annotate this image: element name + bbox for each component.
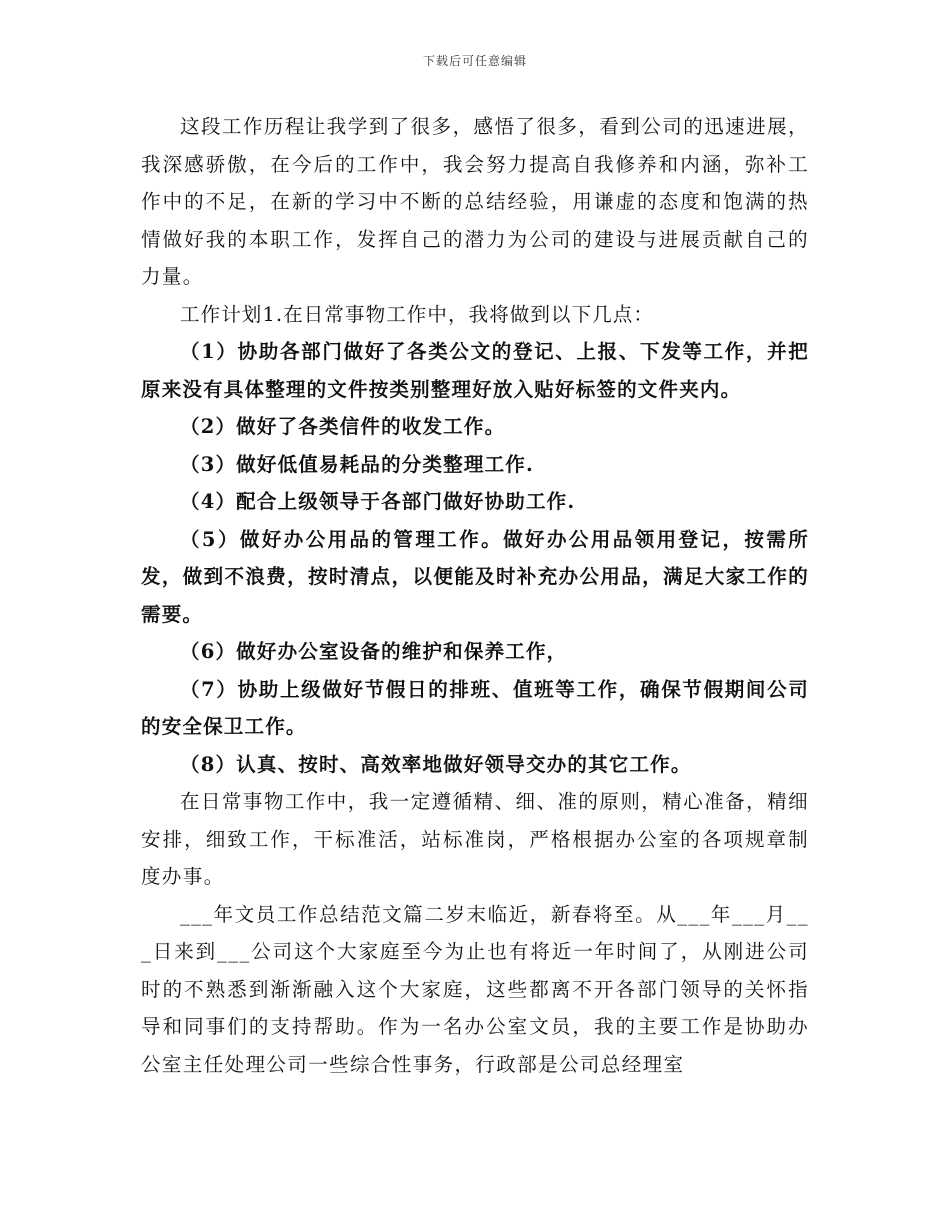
- list-item-6: （6）做好办公室设备的维护和保养工作，: [180, 640, 568, 663]
- page-header: 下载后可任意编辑: [422, 54, 527, 68]
- list-item-7: （7）协助上级做好节假日的排班、值班等工作，确保节假期间公司的安全保卫工作。: [141, 677, 809, 738]
- list-item-4: （4）配合上级领导于各部门做好协助工作.: [180, 490, 576, 513]
- list-item-8: （8）认真、按时、高效率地做好领导交办的其它工作。: [180, 752, 692, 776]
- paragraph-work-plan-intro: 工作计划1.在日常事物工作中，我将做到以下几点：: [180, 302, 655, 326]
- list-item-5: （5）做好办公用品的管理工作。做好办公用品领用登记，按需所发，做到不浪费，按时清点，以便能及时补充办公用品，满足大家工作的需要。: [141, 527, 809, 626]
- paragraph-reflection: 这段工作历程让我学到了很多，感悟了很多，看到公司的迅速进展，我深感骄傲，在今后的工作中，我会努力提高自我修养和内涵，弥补工作中的不足，在新的学习中不断的总结经验，用谦虚的态度和饱满的热情做好我的本职工作，发挥自己的潜力为公司的建设与进展贡献自己的力量。: [141, 115, 809, 288]
- list-item-3: （3）做好低值易耗品的分类整理工作.: [180, 452, 534, 476]
- paragraph-summary-two: ___年文员工作总结范文篇二岁末临近，新春将至。从___年___月___日来到___公司这个大家庭至今为止也有将近一年时间了，从刚进公司时的不熟悉到渐渐融入这个大家庭，这些都离不开各部门领导的关怀指导和同事们的支持帮助。作为一名办公室文员，我的主要工作是协助办公室主任处理公司一些综合性事务，行政部是公司总经理室: [141, 902, 809, 1076]
- document-body: [141, 108, 809, 1083]
- list-item-1: （1）协助各部门做好了各类公文的登记、上报、下发等工作，并把原来没有具体整理的文件按类别整理好放入贴好标签的文件夹内。: [141, 340, 809, 401]
- paragraph-principles: 在日常事物工作中，我一定遵循精、细、准的原则，精心准备，精细安排，细致工作，干标准活，站标准岗，严格根据办公室的各项规章制度办事。: [141, 790, 809, 888]
- list-item-2: （2）做好了各类信件的收发工作。: [180, 415, 506, 438]
